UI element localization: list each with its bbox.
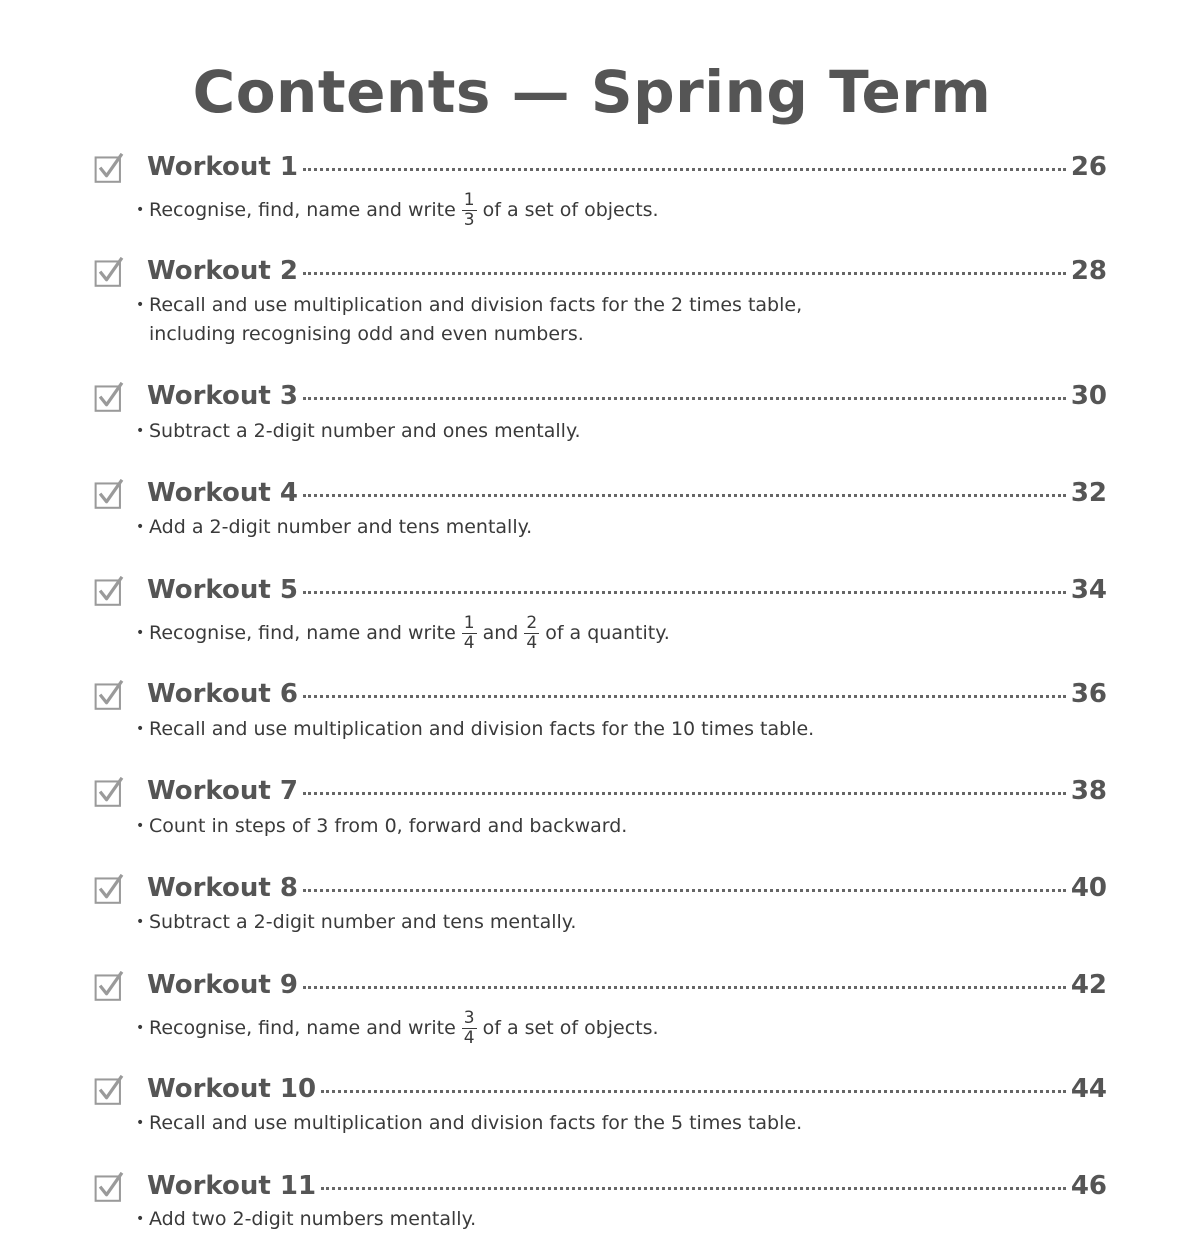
entry-description: • Recognise, find, name and write $\frac{1}{4}$ and $\frac{2}{4}$ of a quantity.	[136, 613, 670, 653]
dot-leader	[303, 168, 1066, 171]
entry-heading[interactable]	[147, 152, 1107, 186]
entry-heading[interactable]	[147, 575, 1107, 609]
entry-heading[interactable]	[147, 256, 1107, 290]
workout-title: Workout 7	[147, 776, 298, 806]
bullet: •	[136, 423, 145, 439]
checkbox-tick-icon[interactable]	[94, 777, 124, 807]
entry-description: • Add a 2-digit number and tens mentally.	[136, 513, 1036, 542]
workout-title: Workout 2	[147, 256, 298, 286]
workout-title: Workout 6	[147, 679, 298, 709]
bullet: •	[136, 914, 145, 930]
dot-leader	[321, 1187, 1066, 1190]
dot-leader	[303, 889, 1066, 892]
bullet: •	[136, 1020, 145, 1036]
page-number: 26	[1070, 152, 1107, 182]
entry-description: • Recognise, find, name and write $\frac{3}{4}$ of a set of objects.	[136, 1008, 659, 1048]
checkbox-tick-icon[interactable]	[94, 576, 124, 606]
checkbox-tick-icon[interactable]	[94, 153, 124, 183]
entry-heading[interactable]	[147, 970, 1107, 1004]
dot-leader	[303, 986, 1066, 989]
entry-heading[interactable]	[147, 1171, 1107, 1205]
checkbox-tick-icon[interactable]	[94, 1172, 124, 1202]
workout-title: Workout 8	[147, 873, 298, 903]
entry-heading[interactable]	[147, 873, 1107, 907]
page-number: 32	[1070, 478, 1107, 508]
entry-description: • Subtract a 2-digit number and tens mentally.	[136, 908, 1036, 937]
page-number: 38	[1070, 776, 1107, 806]
checkbox-tick-icon[interactable]	[94, 257, 124, 287]
page-title: Contents — Spring Term	[192, 58, 992, 126]
workout-title: Workout 9	[147, 970, 298, 1000]
page-number: 42	[1070, 970, 1107, 1000]
bullet: •	[136, 1115, 145, 1131]
fraction: $\frac{3}{4}$	[463, 1008, 475, 1048]
entry-description: • Recall and use multiplication and division facts for the 2 times table, including recognising odd and even numbers.	[136, 291, 1036, 349]
dot-leader	[321, 1090, 1066, 1093]
checkbox-tick-icon[interactable]	[94, 971, 124, 1001]
checkbox-tick-icon[interactable]	[94, 680, 124, 710]
checkbox-tick-icon[interactable]	[94, 479, 124, 509]
page-number: 30	[1070, 381, 1107, 411]
entry-heading[interactable]	[147, 776, 1107, 810]
dot-leader	[303, 397, 1066, 400]
entry-description: • Recall and use multiplication and division facts for the 5 times table.	[136, 1109, 1036, 1138]
checkbox-tick-icon[interactable]	[94, 382, 124, 412]
dot-leader	[303, 792, 1066, 795]
entry-heading[interactable]	[147, 679, 1107, 713]
entry-description: • Subtract a 2-digit number and ones mentally.	[136, 417, 1036, 446]
entry-description: • Add two 2-digit numbers mentally.	[136, 1205, 1036, 1234]
entry-description: • Count in steps of 3 from 0, forward and backward.	[136, 812, 1036, 841]
entry-description: • Recall and use multiplication and division facts for the 10 times table.	[136, 715, 1036, 744]
workout-title: Workout 4	[147, 478, 298, 508]
bullet: •	[136, 818, 145, 834]
checkbox-tick-icon[interactable]	[94, 1075, 124, 1105]
entry-heading[interactable]	[147, 381, 1107, 415]
bullet: •	[136, 625, 145, 641]
bullet: •	[136, 202, 145, 218]
fraction: $\frac{1}{4}$	[463, 613, 475, 653]
bullet: •	[136, 721, 145, 737]
checkbox-tick-icon[interactable]	[94, 874, 124, 904]
workout-title: Workout 5	[147, 575, 298, 605]
workout-title: Workout 10	[147, 1074, 317, 1104]
bullet: •	[136, 297, 145, 313]
entry-description: • Recognise, find, name and write $\frac{1}{3}$ of a set of objects.	[136, 190, 659, 230]
workout-title: Workout 1	[147, 152, 298, 182]
page-number: 44	[1070, 1074, 1107, 1104]
workout-title: Workout 11	[147, 1171, 317, 1201]
page-number: 34	[1070, 575, 1107, 605]
dot-leader	[303, 591, 1066, 594]
dot-leader	[303, 272, 1066, 275]
page-number: 40	[1070, 873, 1107, 903]
bullet: •	[136, 519, 145, 535]
workout-title: Workout 3	[147, 381, 298, 411]
fraction: $\frac{1}{3}$	[463, 190, 475, 230]
fraction: $\frac{2}{4}$	[526, 613, 538, 653]
bullet: •	[136, 1211, 145, 1227]
entry-heading[interactable]	[147, 478, 1107, 512]
page-number: 46	[1070, 1171, 1107, 1201]
dot-leader	[303, 695, 1066, 698]
page-number: 28	[1070, 256, 1107, 286]
page-number: 36	[1070, 679, 1107, 709]
entry-heading[interactable]	[147, 1074, 1107, 1108]
dot-leader	[303, 494, 1066, 497]
